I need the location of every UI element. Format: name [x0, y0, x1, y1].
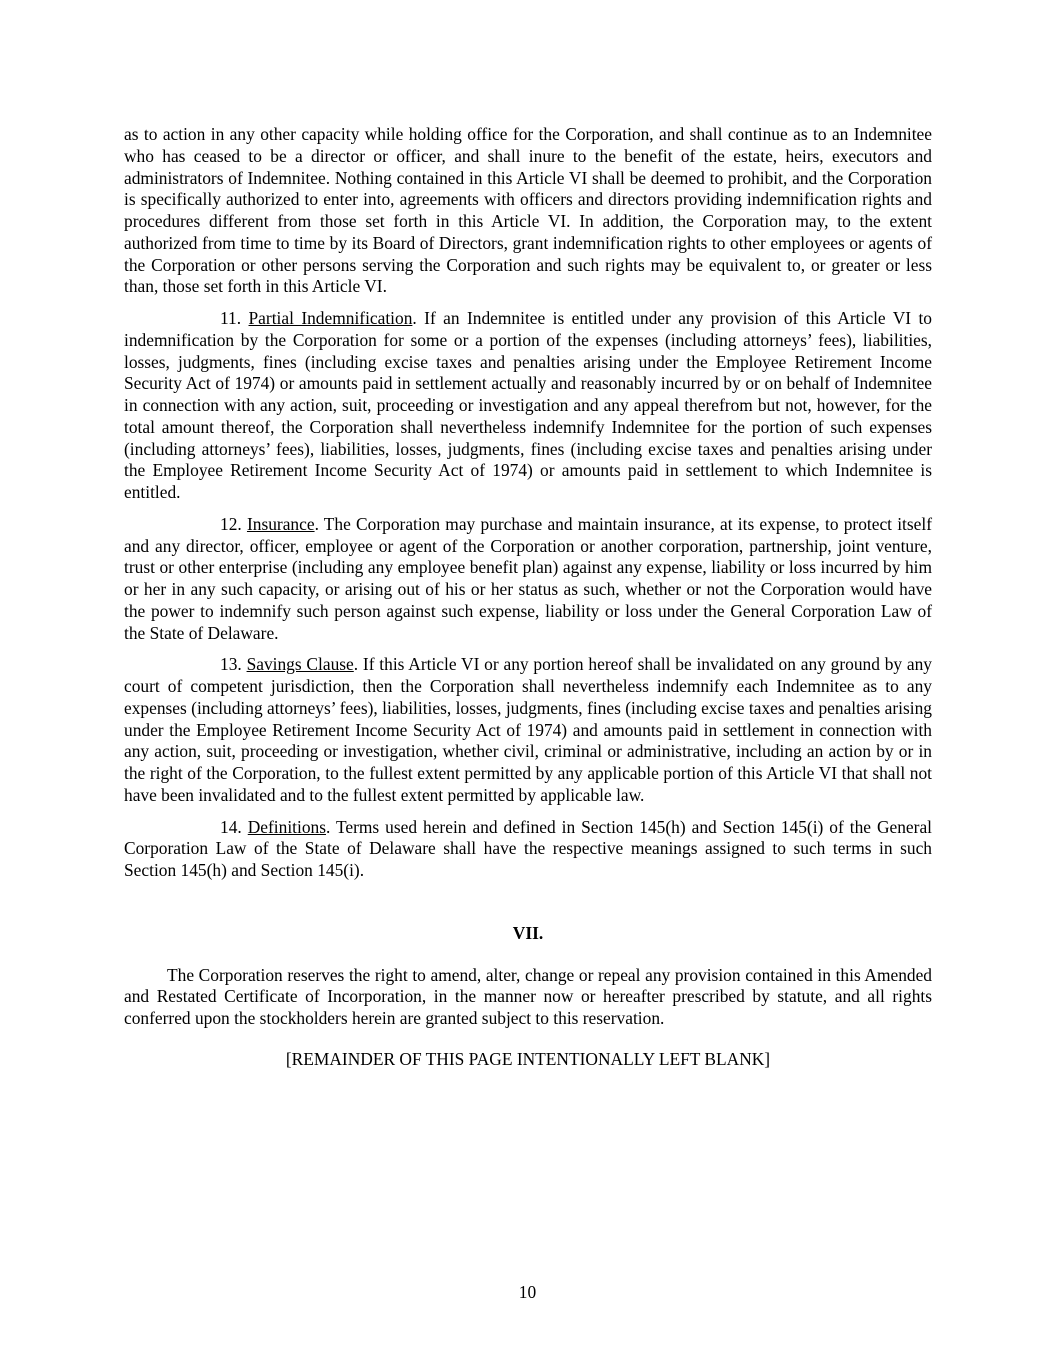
- continuation-paragraph: as to action in any other capacity while holding office for the Corporation, and shall continue as to an Indemnitee who has ceased to be a director or officer, and shall inure to the benefit of the estate, heirs, executors and administrators of Indemnitee. Nothing contained in this Article VI shall be deemed to prohibit, and the Corporation is specifically authorized to enter into, agreements with officers and directors providing indemnification rights and procedures different from those set forth in this Article VI. In addition, the Corporation may, to the extent authorized from time to time by its Board of Directors, grant indemnification rights to other employees or agents of the Corporation or other persons serving the Corporation and such rights may be equivalent to, or greater or less than, those set forth in this Article VI.: [124, 124, 932, 297]
- section-14-number: 14.: [220, 816, 242, 837]
- section-14-body: . Terms used herein and defined in Section 145(h) and Section 145(i) of the General Corporation Law of the State of Delaware shall have the respective meanings assigned to such terms in such Section 145(h) and Section 145(i).: [124, 816, 932, 880]
- article-vii-heading: VII.: [512, 922, 544, 943]
- section-14-title: Definitions: [247, 816, 326, 837]
- section-11-paragraph: [124, 308, 932, 504]
- article-vii-paragraph: The Corporation reserves the right to amend, alter, change or repeal any provision contained in this Amended and Restated Certificate of Incorporation, in the manner now or hereafter prescribed by statute, and all rights conferred upon the stockholders herein are granted subject to this reservation.: [124, 964, 932, 1028]
- section-14-paragraph: [124, 817, 932, 882]
- page-number: 10: [518, 1282, 537, 1302]
- section-11-body: . If an Indemnitee is entitled under any provision of this Article VI to indemnification by the Corporation for some or a portion of the expenses (including attorneys’ fees), liabilities, losses, judgments, fines (including excise taxes and penalties arising under the Employee Retirement Income Security Act of 1974) or amounts paid in settlement actually and reasonably incurred by or on behalf of Indemnitee in connection with any action, suit, proceeding or investigation and any appeal therefrom but not, however, for the total amount thereof, the Corporation shall nevertheless indemnify Indemnitee for the portion of such expenses (including attorneys’ fees), liabilities, losses, judgments, fines (including excise taxes and penalties arising under the Employee Retirement Income Security Act of 1974) or amounts paid in settlement to which Indemnitee is entitled.: [124, 308, 933, 502]
- section-11-title: Partial Indemnification: [248, 308, 413, 328]
- document-page: [124, 124, 932, 1071]
- section-12-body: . The Corporation may purchase and maintain insurance, at its expense, to protect itself and any director, officer, employee or agent of the Corporation or another corporation, partnership, joint venture, trust or other enterprise (including any employee benefit plan) against any expense, liability or loss incurred by him or her in any such capacity, or arising out of his or her status as such, whether or not the Corporation would have the power to indemnify such person against such expense, liability or loss under the General Corporation Law of the State of Delaware.: [124, 513, 932, 643]
- section-13-number: 13.: [220, 654, 242, 675]
- section-11-number: 11.: [220, 308, 242, 328]
- remainder-blank-notice: [REMAINDER OF THIS PAGE INTENTIONALLY LEFT BLANK]: [285, 1048, 771, 1069]
- section-12-title: Insurance: [246, 513, 315, 534]
- section-12-number: 12.: [220, 513, 242, 534]
- section-13-paragraph: [124, 654, 932, 806]
- section-12-paragraph: [124, 514, 932, 645]
- section-13-body: . If this Article VI or any portion hereof shall be invalidated on any ground by any court of competent jurisdiction, then the Corporation shall nevertheless indemnify each Indemnitee as to any expenses (including attorneys’ fees), liabilities, losses, judgments, fines (including excise taxes and penalties arising under the Employee Retirement Income Security Act of 1974) and amounts paid in settlement in connection with any action, suit, proceeding or investigation, whether civil, criminal or administrative, including an action by or in the right of the Corporation, to the fullest extent permitted by any applicable portion of this Article VI that shall not have been invalidated and to the fullest extent permitted by applicable law.: [124, 654, 933, 805]
- section-13-title: Savings Clause: [246, 654, 354, 675]
